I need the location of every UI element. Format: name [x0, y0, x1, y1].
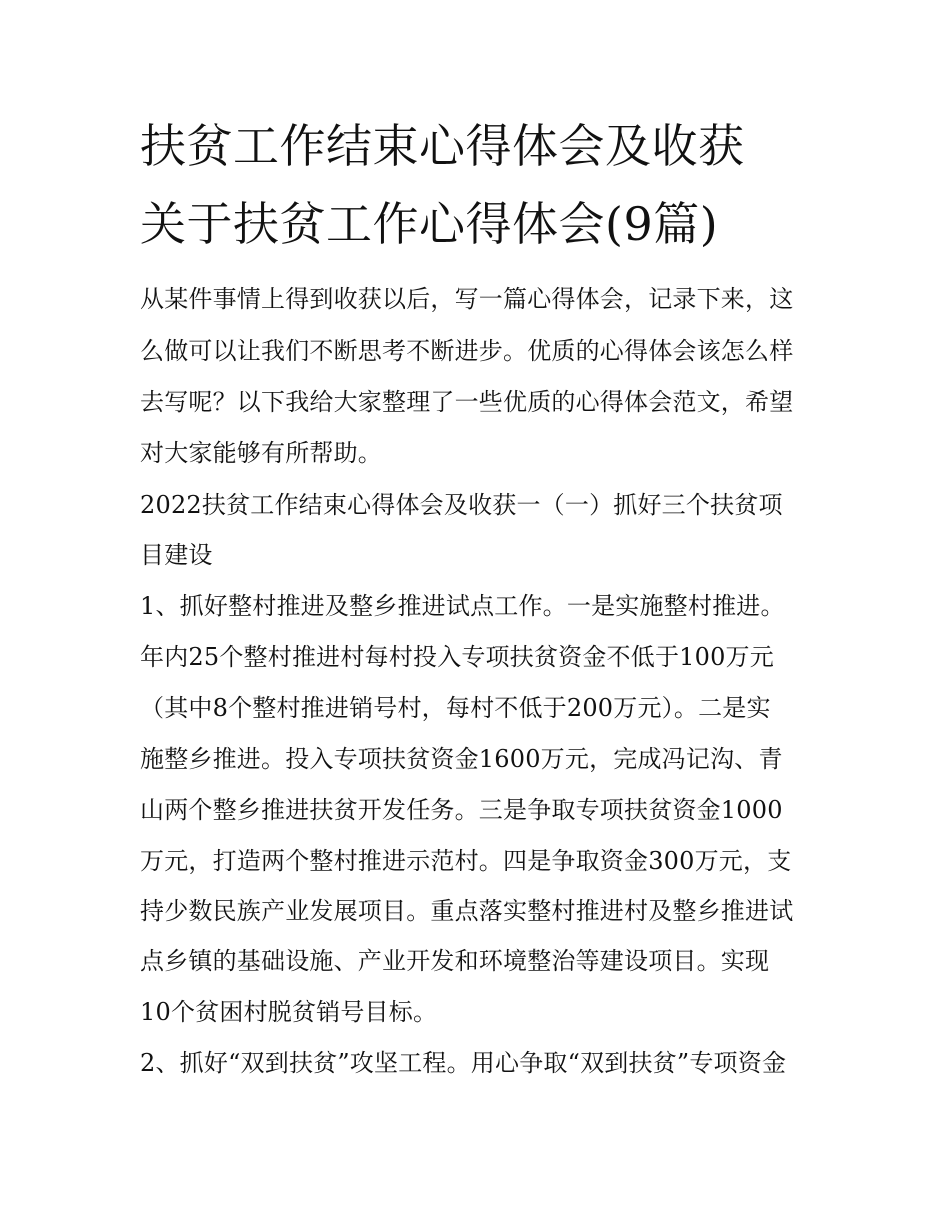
- body-text-line: 么做可以让我们不断思考不断进步。优质的心得体会该怎么样: [140, 337, 794, 365]
- section-heading-line: 2022扶贫工作结束心得体会及收获一（一）抓好三个扶贫项: [140, 491, 783, 519]
- document-title-line-2: 关于扶贫工作心得体会(9篇): [140, 197, 719, 251]
- body-text-line: 去写呢？以下我给大家整理了一些优质的心得体会范文，希望: [140, 388, 794, 416]
- body-text-line: 施整乡推进。投入专项扶贫资金1600万元，完成冯记沟、青: [140, 745, 783, 773]
- body-text-line: 万元，打造两个整村推进示范村。四是争取资金300万元，支: [140, 847, 792, 875]
- body-text-line: 从某件事情上得到收获以后，写一篇心得体会，记录下来，这: [140, 285, 794, 313]
- body-text-line: 持少数民族产业发展项目。重点落实整村推进村及整乡推进试: [140, 897, 794, 925]
- body-text-line: 1、抓好整村推进及整乡推进试点工作。一是实施整村推进。: [140, 592, 785, 620]
- body-text-line: （其中8个整村推进销号村，每村不低于200万元）。二是实: [140, 694, 771, 722]
- body-text-line: 点乡镇的基础设施、产业开发和环境整治等建设项目。实现: [140, 947, 770, 975]
- body-text-line: 山两个整乡推进扶贫开发任务。三是争取专项扶贫资金1000: [140, 796, 783, 824]
- section-heading-line: 目建设: [140, 541, 213, 569]
- body-text-line: 年内25个整村推进村每村投入专项扶贫资金不低于100万元: [140, 643, 774, 671]
- body-text-line: 对大家能够有所帮助。: [140, 439, 382, 467]
- body-text-line: 10个贫困村脱贫销号目标。: [140, 998, 438, 1026]
- document-title-line-1: 扶贫工作结束心得体会及收获: [140, 119, 745, 173]
- body-text-line: 2、抓好“双到扶贫”攻坚工程。用心争取“双到扶贫”专项资金: [140, 1049, 787, 1077]
